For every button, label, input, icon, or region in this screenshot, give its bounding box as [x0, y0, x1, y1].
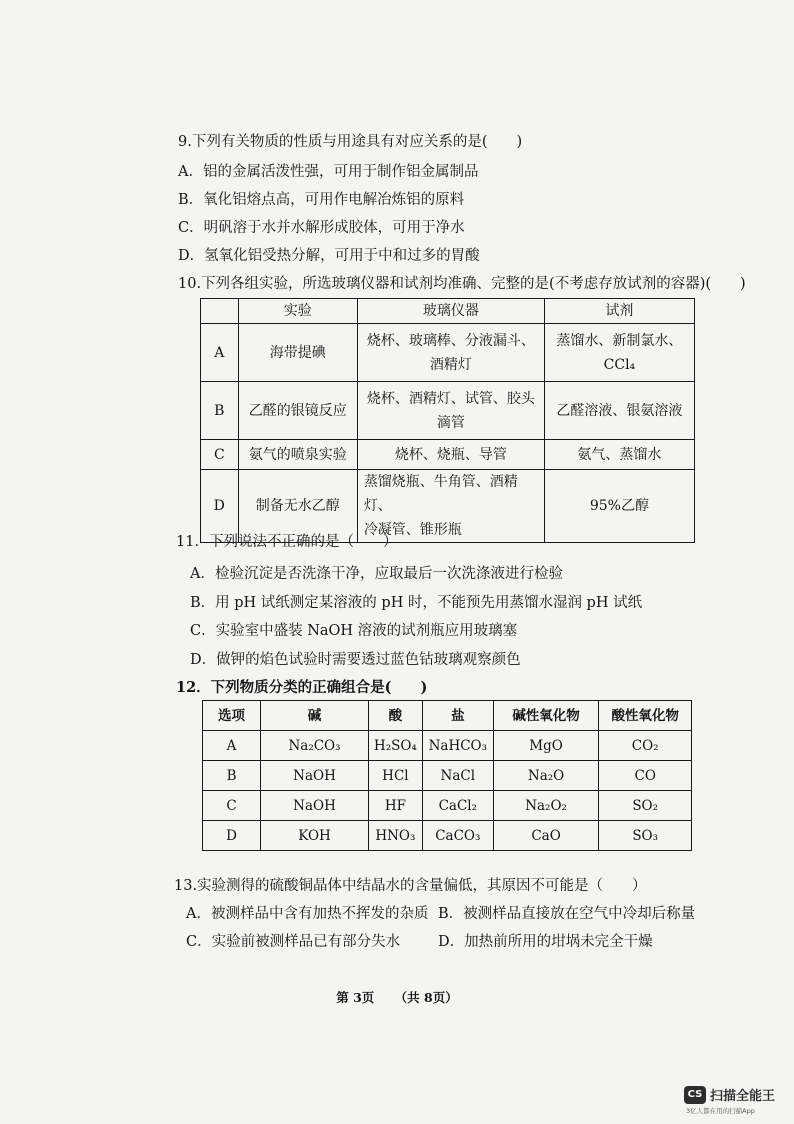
glassware-line: 烧杯、烧瓶、导管 [394, 446, 507, 463]
q12-header-row [203, 701, 692, 731]
q12-header-acid: 酸 [368, 701, 422, 731]
table-cell: HCl [368, 761, 422, 791]
glassware-cell [357, 382, 544, 440]
table-cell: HF [368, 791, 422, 821]
reagent-line: 95%乙醇 [589, 498, 649, 514]
table-row [201, 440, 695, 470]
q11-option-c: C．实验室中盛装 NaOH 溶液的试剂瓶应用玻璃塞 [190, 623, 518, 639]
glassware-line: 烧杯、酒精灯、试管、胶头 [366, 390, 535, 407]
table-cell: NaHCO₃ [422, 731, 493, 761]
q13-option-c: C．实验前被测样品已有部分失水 [186, 934, 401, 950]
q9-option-c: C．明矾溶于水并水解形成胶体，可用于净水 [178, 220, 465, 236]
reagent-cell [544, 440, 694, 470]
table-cell: H₂SO₄ [368, 731, 422, 761]
page-number: 第 3页 [336, 990, 375, 1005]
table-cell: Na₂O₂ [493, 791, 599, 821]
q13-option-d: D．加热前所用的坩埚未完全干燥 [438, 934, 653, 950]
q10-header-experiment: 实验 [238, 299, 357, 324]
q12-header-base: 碱 [261, 701, 369, 731]
glassware-line: 酒精灯 [429, 356, 472, 373]
q12-header-salt: 盐 [422, 701, 493, 731]
table-cell: CO [599, 761, 692, 791]
watermark-tagline: 3亿人都在用的扫描App [686, 1107, 755, 1115]
table-row [203, 761, 692, 791]
q10-header-glassware: 玻璃仪器 [357, 299, 544, 324]
page-footer [0, 988, 794, 1008]
q12-header-basic-oxide: 碱性氧化物 [493, 701, 599, 731]
glassware-cell [357, 324, 544, 382]
reagent-line: 乙醛溶液、银氨溶液 [556, 402, 683, 419]
q11-title: 11．下列说法不正确的是（ ） [176, 534, 398, 550]
table-cell: CO₂ [599, 731, 692, 761]
q12-header-acidic-oxide: 酸性氧化物 [599, 701, 692, 731]
table-cell: B [203, 761, 261, 791]
q12-header-option: 选项 [203, 701, 261, 731]
table-row [201, 324, 695, 382]
table-cell: Na₂O [493, 761, 599, 791]
q10-header-reagent: 试剂 [544, 299, 694, 324]
table-cell: SO₃ [599, 821, 692, 851]
table-cell: C [203, 791, 261, 821]
q12-title: 12．下列物质分类的正确组合是( ) [176, 679, 428, 696]
reagent-line: 氨气、蒸馏水 [577, 446, 662, 463]
glassware-line: 烧杯、玻璃棒、分液漏斗、 [366, 332, 535, 349]
table-cell: NaCl [422, 761, 493, 791]
page-total: （共 8页） [394, 990, 458, 1005]
q10-header-blank [201, 299, 239, 324]
table-cell: SO₂ [599, 791, 692, 821]
table-cell: CaO [493, 821, 599, 851]
glassware-line: 蒸馏烧瓶、牛角管、酒精灯、 [363, 474, 518, 514]
glassware-line: 冷凝管、锥形瓶 [363, 522, 462, 538]
row-label: C [201, 440, 239, 470]
q9-option-b: B．氧化铝熔点高，可用作电解冶炼铝的原料 [178, 192, 465, 208]
table-row [201, 382, 695, 440]
camscanner-logo-icon: CS [684, 1086, 706, 1104]
table-row [203, 821, 692, 851]
reagent-cell [544, 382, 694, 440]
q13-option-b: B．被测样品直接放在空气中冷却后称量 [438, 906, 696, 922]
q12-table [202, 700, 692, 851]
reagent-line: CCl₄ [603, 356, 636, 373]
glassware-line: 滴管 [436, 414, 465, 431]
row-label: D [201, 470, 239, 543]
q13-option-a: A．被测样品中含有加热不挥发的杂质 [186, 906, 429, 922]
table-row [203, 791, 692, 821]
q10-table [200, 298, 695, 543]
table-cell: Na₂CO₃ [261, 731, 369, 761]
watermark-name: 扫描全能王 [710, 1089, 776, 1104]
q11-option-a: A．检验沉淀是否洗涤干净，应取最后一次洗涤液进行检验 [190, 566, 563, 582]
q9-option-d: D．氢氧化铝受热分解，可用于中和过多的胃酸 [178, 248, 480, 264]
reagent-line: 蒸馏水、新制氯水、 [556, 332, 683, 349]
table-cell: KOH [261, 821, 369, 851]
table-cell: A [203, 731, 261, 761]
q11-option-d: D．做钾的焰色试验时需要透过蓝色钴玻璃观察颜色 [190, 652, 521, 668]
row-label: B [201, 382, 239, 440]
table-cell: D [203, 821, 261, 851]
q9-option-a: A．铝的金属活泼性强，可用于制作铝金属制品 [178, 164, 479, 180]
reagent-cell [544, 324, 694, 382]
q10-header-row [201, 299, 695, 324]
glassware-cell [357, 440, 544, 470]
experiment-cell: 氨气的喷泉实验 [238, 440, 357, 470]
table-cell: HNO₃ [368, 821, 422, 851]
table-cell: CaCO₃ [422, 821, 493, 851]
reagent-cell [544, 470, 694, 543]
table-cell: MgO [493, 731, 599, 761]
table-cell: CaCl₂ [422, 791, 493, 821]
q10-title: 10.下列各组实验，所选玻璃仪器和试剂均准确、完整的是(不考虑存放试剂的容器)( ) [178, 276, 746, 292]
row-label: A [201, 324, 239, 382]
q13-title: 13.实验测得的硫酸铜晶体中结晶水的含量偏低，其原因不可能是（ ） [174, 878, 647, 894]
table-row [203, 731, 692, 761]
q9-title: 9.下列有关物质的性质与用途具有对应关系的是( ) [178, 134, 523, 150]
q11-option-b: B．用 pH 试纸测定某溶液的 pH 时，不能预先用蒸馏水湿润 pH 试纸 [190, 595, 643, 611]
table-cell: NaOH [261, 761, 369, 791]
experiment-cell: 乙醛的银镜反应 [238, 382, 357, 440]
experiment-cell: 制备无水乙醇 [238, 470, 357, 543]
table-cell: NaOH [261, 791, 369, 821]
experiment-cell: 海带提碘 [238, 324, 357, 382]
